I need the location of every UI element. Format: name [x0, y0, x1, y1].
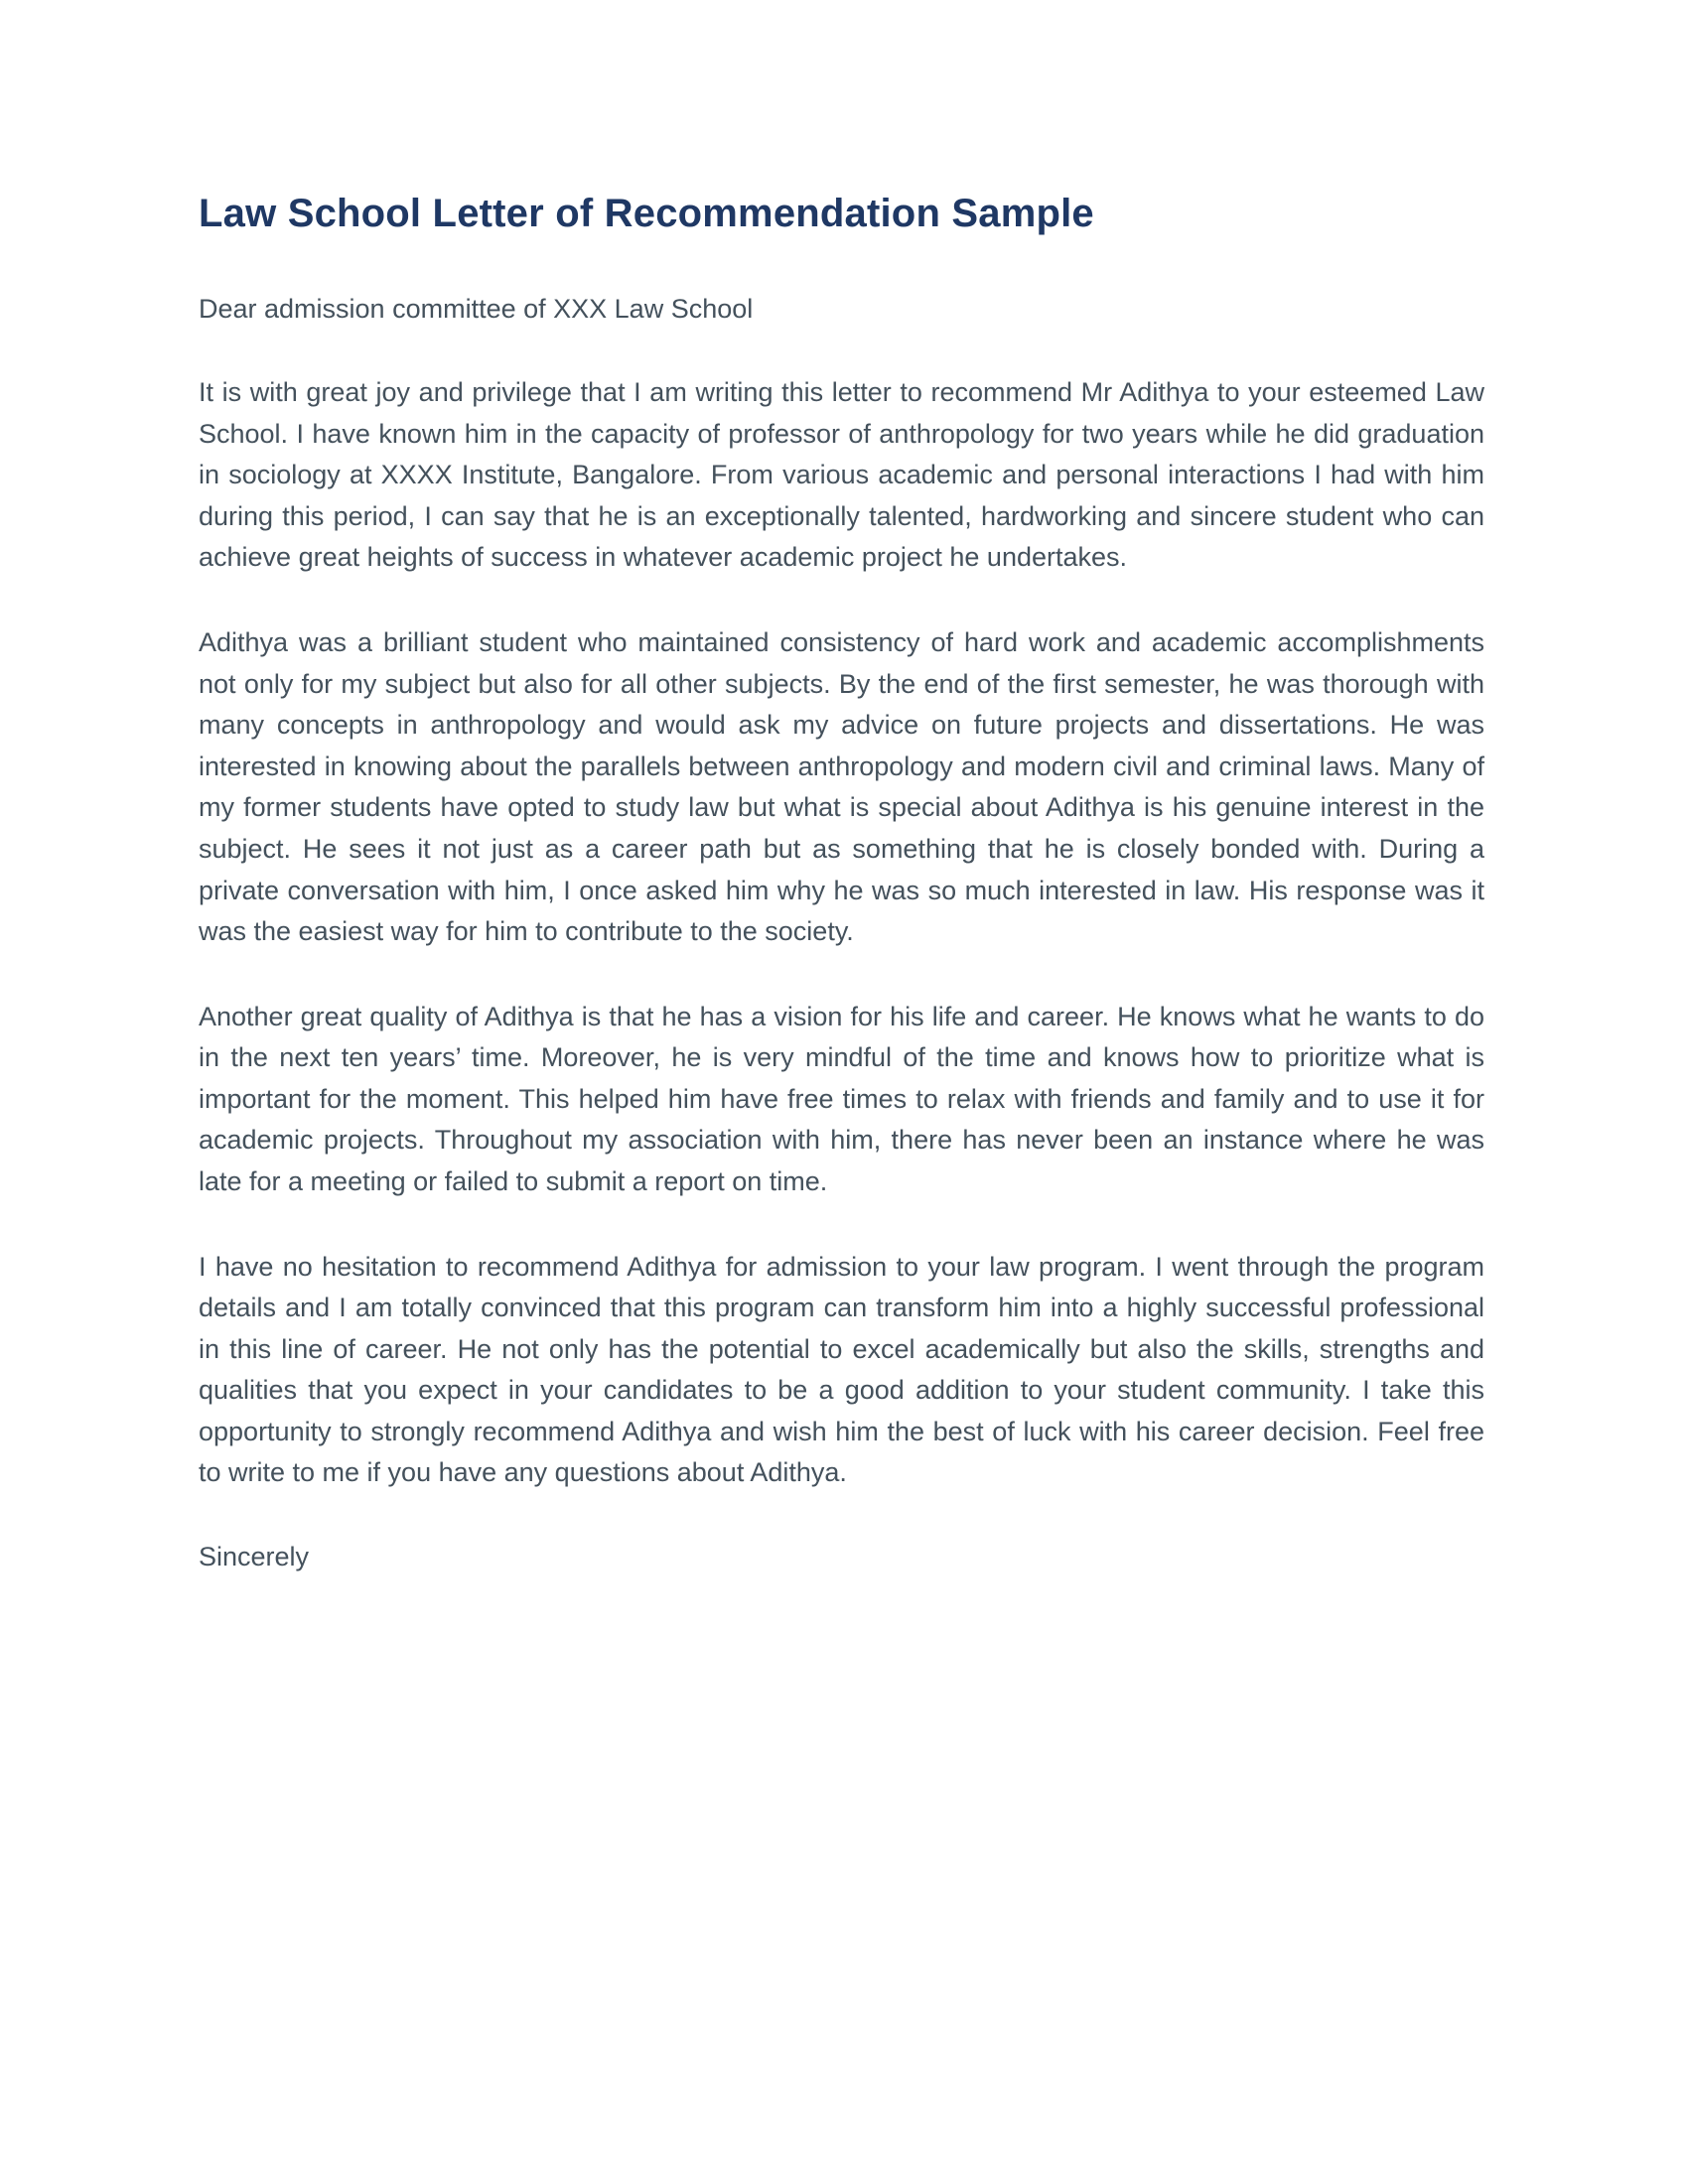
- page-title: Law School Letter of Recommendation Sample: [199, 192, 1094, 235]
- body-paragraph-4: I have no hesitation to recommend Adithya for admission to your law program. I went through the program details and I am totally convinced that this program can transform him into a highly successful professional in this line of career. He not only has the potential to excel academically but also the skills, strengths and qualities that you expect in your candidates to be a good addition to your student community. I take this opportunity to strongly recommend Adithya and wish him the best of luck with his career decision. Feel free to write to me if you have any questions about Adithya.: [199, 1251, 1484, 1488]
- body-paragraph-1: It is with great joy and privilege that I am writing this letter to recommend Mr Adithya to your esteemed Law School. I have known him in the capacity of professor of anthropology for two years while he did graduation in sociology at XXXX Institute, Bangalore. From various academic and personal interactions I had with him during this period, I can say that he is an exceptionally talented, hardworking and sincere student who can achieve great heights of success in whatever academic project he undertakes.: [199, 377, 1484, 573]
- body-paragraph-2: Adithya was a brilliant student who maintained consistency of hard work and academic accomplishments not only for my subject but also for all other subjects. By the end of the first semester, he was thorough with many concepts in anthropology and would ask my advice on future projects and dissertations. He was interested in knowing about the parallels between anthropology and modern civil and criminal laws. Many of my former students have opted to study law but what is special about Adithya is his genuine interest in the subject. He sees it not just as a career path but as something that he is closely bonded with. During a private conversation with him, I once asked him why he was so much interested in law. His response was it was the easiest way for him to contribute to the society.: [199, 627, 1484, 947]
- salutation-text: Dear admission committee of XXX Law School: [199, 294, 754, 324]
- body-paragraph-3: Another great quality of Adithya is that he has a vision for his life and career. He knows what he wants to do in the next ten years’ time. Moreover, he is very mindful of the time and knows how to prioritize what is important for the moment. This helped him have free times to relax with friends and family and to use it for academic projects. Throughout my association with him, there has never been an instance where he was late for a meeting or failed to submit a report on time.: [199, 1001, 1484, 1196]
- closing-text: Sincerely: [199, 1542, 310, 1572]
